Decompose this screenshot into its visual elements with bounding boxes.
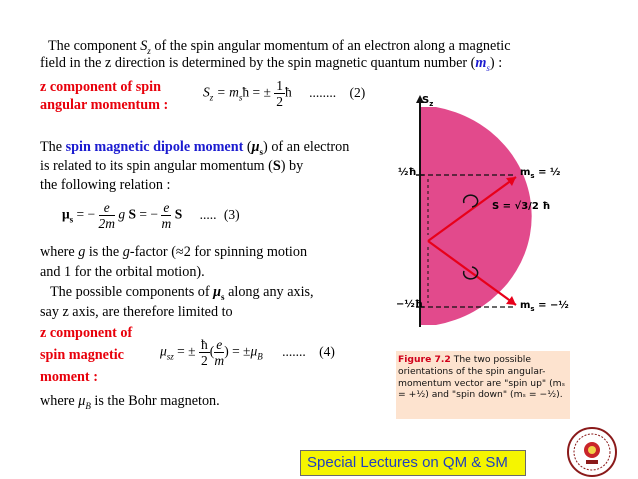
para4-line <box>40 393 220 415</box>
eq-dots: ..... <box>199 206 217 222</box>
para3-line-2: and 1 for the orbital motion). <box>40 264 205 280</box>
intro-text: The component <box>48 38 141 54</box>
symbol-S: S <box>140 38 148 54</box>
text: where <box>40 393 79 409</box>
frac-denominator: m <box>161 216 172 231</box>
text: ) of an electron <box>263 139 350 155</box>
eq-text: ħ <box>285 84 292 100</box>
s-magnitude-label: S = √3/2 ħ <box>492 201 551 212</box>
eq-symbol: μ <box>160 343 167 359</box>
symbol-m: m <box>475 55 487 71</box>
label-z-mag-line2: spin magnetic <box>40 347 124 363</box>
text: where <box>40 244 79 260</box>
footer-banner <box>300 450 526 476</box>
eq-subscript: s <box>238 92 243 103</box>
figure-caption <box>398 354 570 401</box>
university-seal-icon <box>566 426 618 478</box>
equation-3 <box>62 200 240 231</box>
para3-line-4: say z axis, are therefore limited to <box>40 304 233 320</box>
upper-ms-label <box>520 167 560 180</box>
eq-text: ħ = ± <box>242 84 271 100</box>
axis-label-sub: z <box>429 100 434 108</box>
text: The <box>40 139 66 155</box>
eq-subscript: B <box>257 351 263 362</box>
footer-label: Special Lectures on QM & SM <box>307 454 508 471</box>
axis-label <box>422 95 433 108</box>
subscript: B <box>85 400 91 411</box>
equation-2 <box>203 78 365 109</box>
text: -factor (≈2 for spinning motion <box>129 244 308 260</box>
ms-symbol: m <box>520 167 531 178</box>
frac-numerator: 1 <box>276 78 284 93</box>
text: is the <box>85 244 123 260</box>
equation-number: (3) <box>223 206 240 222</box>
text: The possible components of <box>50 284 214 300</box>
eq-text: = m <box>216 84 239 100</box>
spin-down-arrowhead <box>506 296 516 305</box>
symbol-mu: μ <box>62 206 70 222</box>
half-disc <box>420 107 535 325</box>
eq-text: = − <box>139 206 159 222</box>
eq-text: = ± <box>177 343 196 359</box>
eq-subscript: sz <box>166 351 174 362</box>
fraction <box>274 78 285 109</box>
eq-text: ) = ± <box>224 343 251 359</box>
symbol-S: S <box>272 158 281 174</box>
symbol-g: g <box>78 244 86 260</box>
intro-text: ) : <box>489 55 503 71</box>
frac-numerator: e <box>99 200 116 216</box>
eq-subscript: s <box>69 214 74 225</box>
frac-denominator: 2 <box>276 94 284 109</box>
text: along any axis, <box>224 284 314 300</box>
caption-title: Figure 7.2 <box>398 354 451 365</box>
para3-line-3 <box>50 284 314 306</box>
eq-symbol: S <box>128 206 137 222</box>
ms-symbol: m <box>520 300 531 311</box>
eq-symbol: S <box>174 206 183 222</box>
ms-sub: s <box>530 172 535 180</box>
text: is the Bohr magneton. <box>90 393 220 409</box>
ms-value: = −½ <box>538 300 569 311</box>
label-z-mag-line1: z component of <box>40 325 133 341</box>
frac-denominator: 2 <box>200 353 208 368</box>
caption-text: The two possible orientations of the spin angular-momentum vector are "spin up" (mₛ = +½) and "spin down" (mₛ = −½). <box>398 354 566 401</box>
para2-line-2 <box>40 158 303 175</box>
spin-figure <box>396 95 568 331</box>
eq-dots: ........ <box>309 84 337 100</box>
subscript: s <box>486 62 490 73</box>
intro-line-2 <box>40 55 502 77</box>
eq-subscript: z <box>209 92 214 103</box>
text: ( <box>243 139 252 155</box>
symbol-mu: μ <box>251 139 260 155</box>
label-z-mag-line3: moment : <box>40 369 98 385</box>
spin-diagram <box>396 95 568 331</box>
symbol-mu: μ <box>78 393 86 409</box>
intro-text: field in the z direction is determined by the spin magnetic quantum number ( <box>40 55 476 71</box>
frac-numerator: ħ <box>200 337 208 352</box>
eq-symbol: g <box>118 206 126 222</box>
label-z-component-spin-line2: angular momentum : <box>40 97 169 113</box>
fraction <box>161 200 171 231</box>
label-z-component-spin-line1: z component of spin <box>40 79 161 95</box>
lower-ms-label <box>520 300 569 313</box>
axis-label-text: S <box>422 95 430 106</box>
text: is related to its spin angular momentum ( <box>40 158 273 174</box>
upper-tick-label: ½ħ <box>398 167 417 178</box>
eq-dots: ....... <box>282 343 306 359</box>
subscript: s <box>221 291 225 302</box>
symbol-mu: μ <box>213 284 222 300</box>
intro-text: of the spin angular momentum of an electron along a magnetic <box>150 38 511 54</box>
ms-sub: s <box>530 305 535 313</box>
fraction <box>214 337 224 368</box>
frac-denominator: 2m <box>98 216 116 231</box>
eq-symbol: μ <box>250 343 258 359</box>
ms-value: = ½ <box>538 167 561 178</box>
equation-4 <box>160 337 335 368</box>
text: ) by <box>280 158 304 174</box>
fraction <box>199 337 210 368</box>
eq-text: = − <box>76 206 96 222</box>
eq-text: ( <box>209 343 215 359</box>
frac-numerator: e <box>216 337 223 352</box>
subscript: z <box>147 45 151 56</box>
equation-number: (2) <box>349 84 366 100</box>
para3-line-1 <box>40 244 307 261</box>
para2-line-3: the following relation : <box>40 177 171 193</box>
eq-symbol: S <box>203 84 210 100</box>
fraction <box>99 200 116 231</box>
highlight-term: spin magnetic dipole moment <box>65 139 244 155</box>
equation-number: (4) <box>319 343 335 359</box>
frac-numerator: e <box>163 200 170 215</box>
lower-tick-label: −½ħ <box>396 299 423 310</box>
symbol-g: g <box>122 244 130 260</box>
subscript: s <box>259 146 264 157</box>
frac-denominator: m <box>214 353 225 368</box>
